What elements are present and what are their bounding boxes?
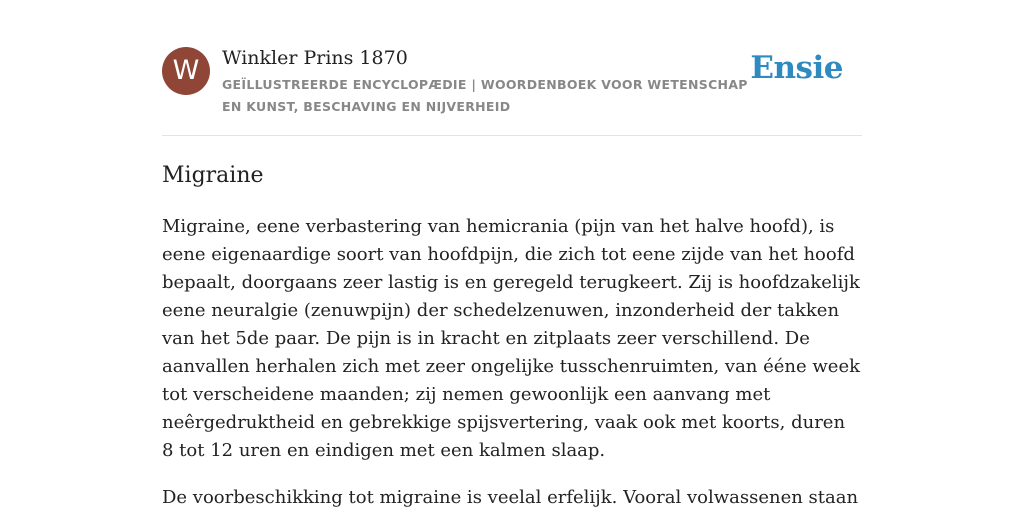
article-paragraph: De voorbeschikking tot migraine is veelal erfelijk. Vooral volwassenen staan: [162, 487, 859, 508]
source-title[interactable]: Winkler Prins 1870: [222, 47, 408, 69]
source-subtitle: GEÏLLUSTREERDE ENCYCLOPÆDIE | WOORDENBOEK VOOR WETENSCHAP EN KUNST, BESCHAVING EN NIJVERHEID: [222, 77, 748, 114]
source-title-block: [222, 44, 762, 118]
article-title: Migraine: [162, 163, 264, 188]
article-paragraph: Migraine, eene verbastering van hemicrania (pijn van het halve hoofd), is eene eigenaardige soort van hoofdpijn, die zich tot eene zijde van het hoofd bepaalt, doorgaans zeer lastig is en geregeld terugkeert. Zij is hoofdzakelijk eene neuralgie (zenuwpijn) der schedelzenuwen, inzonderheid der takken van het 5de paar. De pijn is in kracht en zitplaats zeer verschillend. De aanvallen herhalen zich met zeer ongelijke tusschenruimten, van ééne week tot verscheidene maanden; zij nemen gewoonlijk een aanvang met neêrgedruktheid en gebrekkige spijsvertering, vaak ook met koorts, duren 8 tot 12 uren en eindigen met een kalmen slaap.: [162, 216, 861, 461]
content-column: [162, 0, 862, 512]
avatar-letter: W: [172, 55, 200, 86]
source-avatar[interactable]: [162, 47, 210, 95]
source-header: [162, 0, 862, 136]
ensie-logo-link[interactable]: Ensie: [750, 50, 843, 86]
